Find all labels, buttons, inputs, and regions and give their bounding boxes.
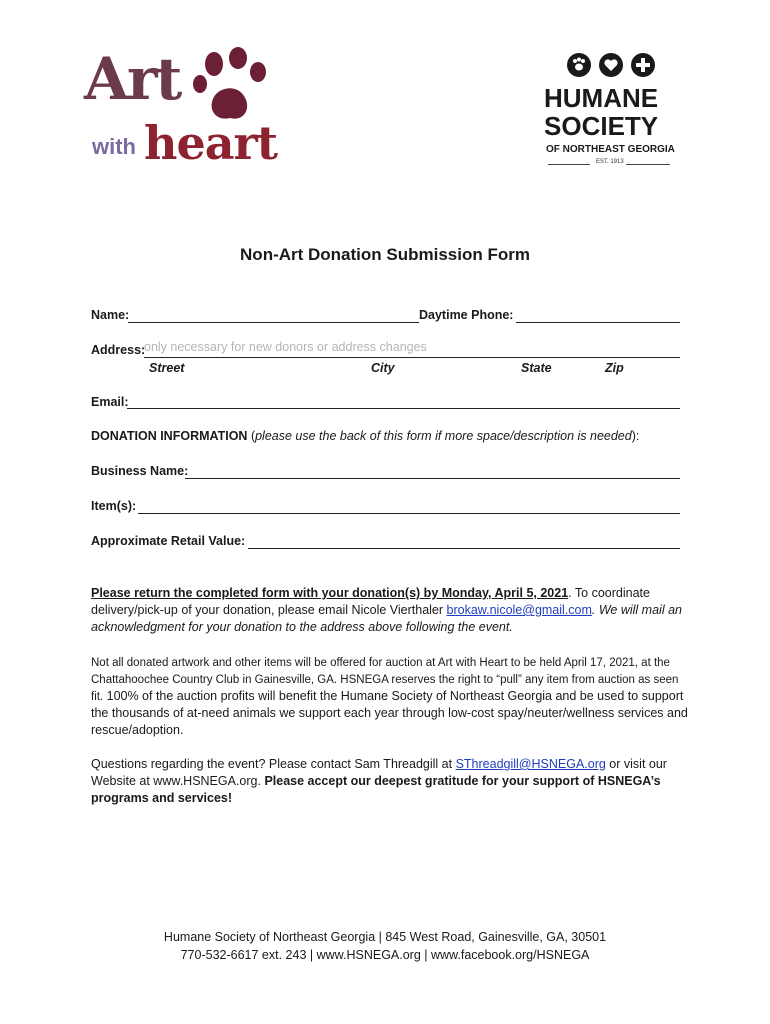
logo-icons <box>566 52 656 78</box>
paw-print-icon <box>186 46 272 126</box>
donation-info-note: please use the back of this form if more space/description is needed <box>255 429 632 443</box>
items-label: Item(s): <box>91 499 137 513</box>
questions-part1: Questions regarding the event? Please contact Sam Threadgill at <box>91 757 456 771</box>
logo-est: EST. 1913 <box>596 159 624 165</box>
address-hint: only necessary for new donors or address changes <box>144 340 427 354</box>
state-label: State <box>521 361 552 375</box>
gratitude-text: Please accept our deepest gratitude for your support of HSNEGA’s programs and services! <box>91 774 661 805</box>
business-name-field[interactable] <box>185 478 680 479</box>
logo-with-word: with <box>92 134 136 159</box>
phone-label: Daytime Phone: <box>419 308 514 322</box>
heart-icon <box>599 53 623 77</box>
auction-note <box>91 654 691 739</box>
questions-paragraph <box>91 756 691 807</box>
donation-info-label: DONATION INFORMATION <box>91 429 248 443</box>
email-label: Email: <box>91 395 129 409</box>
retail-value-field[interactable] <box>248 548 680 549</box>
business-name-label: Business Name: <box>91 464 189 478</box>
items-field[interactable] <box>138 513 680 514</box>
acknowledgment-note: . We will mail an acknowledgment for your donation to the address above following the event. <box>91 603 682 634</box>
auction-note-part1: Not all donated artwork and other items will be offered for auction at Art with Heart to be held April 17, 2021, at the Chattahoochee Country Club in Gainesville, GA. HSNEGA reserves the right to “pull” any item from auction as seen fit. <box>91 657 679 703</box>
plus-icon <box>631 53 655 77</box>
paw-icon <box>567 53 591 77</box>
address-label: Address: <box>91 343 146 357</box>
return-instructions <box>91 585 691 636</box>
art-with-heart-logo <box>82 45 277 176</box>
name-label: Name: <box>91 308 130 322</box>
retail-value-label: Approximate Retail Value: <box>91 534 246 548</box>
logo-est-rule-right <box>626 164 670 165</box>
sam-email-link[interactable]: SThreadgill@HSNEGA.org <box>455 757 606 771</box>
return-deadline: Please return the completed form with your donation(s) by Monday, April 5, 2021 <box>91 586 569 600</box>
footer-contact: 770-532-6617 ext. 243 | www.HSNEGA.org | www.facebook.org/HSNEGA <box>180 948 590 962</box>
nicole-email-link[interactable]: brokaw.nicole@gmail.com <box>446 603 592 617</box>
footer-address: Humane Society of Northeast Georgia | 845 West Road, Gainesville, GA, 30501 <box>163 930 607 944</box>
name-field[interactable] <box>128 322 419 323</box>
logo-heart-word: heart <box>144 116 277 170</box>
logo-subtitle: OF NORTHEAST GEORGIA <box>546 144 675 155</box>
return-contact: . To coordinate delivery/pick-up of your donation, please email Nicole Vierthaler <box>91 586 650 617</box>
donation-info-close: ): <box>631 429 640 443</box>
auction-note-part2: 100% of the auction profits will benefit the Humane Society of Northeast Georgia and be used to support the thousands of at-need animals we support each year through low-cost spay/neuter/wellness services and rescue/adoption. <box>91 689 688 737</box>
zip-label: Zip <box>605 361 624 375</box>
address-field[interactable] <box>144 357 680 358</box>
page-title: Non-Art Donation Submission Form <box>240 245 530 264</box>
donation-info-heading <box>91 429 639 443</box>
logo-est-rule-left <box>548 164 590 165</box>
logo-society: SOCIETY <box>544 111 659 141</box>
donation-info-open: ( <box>247 429 256 443</box>
phone-field[interactable] <box>516 322 680 323</box>
humane-society-logo <box>540 46 680 171</box>
questions-part2: or visit our Website at www.HSNEGA.org. <box>91 757 667 788</box>
logo-art-word: Art <box>84 45 181 113</box>
logo-humane: HUMANE <box>544 83 659 113</box>
city-label: City <box>371 361 395 375</box>
street-label: Street <box>149 361 185 375</box>
email-field[interactable] <box>127 408 680 409</box>
